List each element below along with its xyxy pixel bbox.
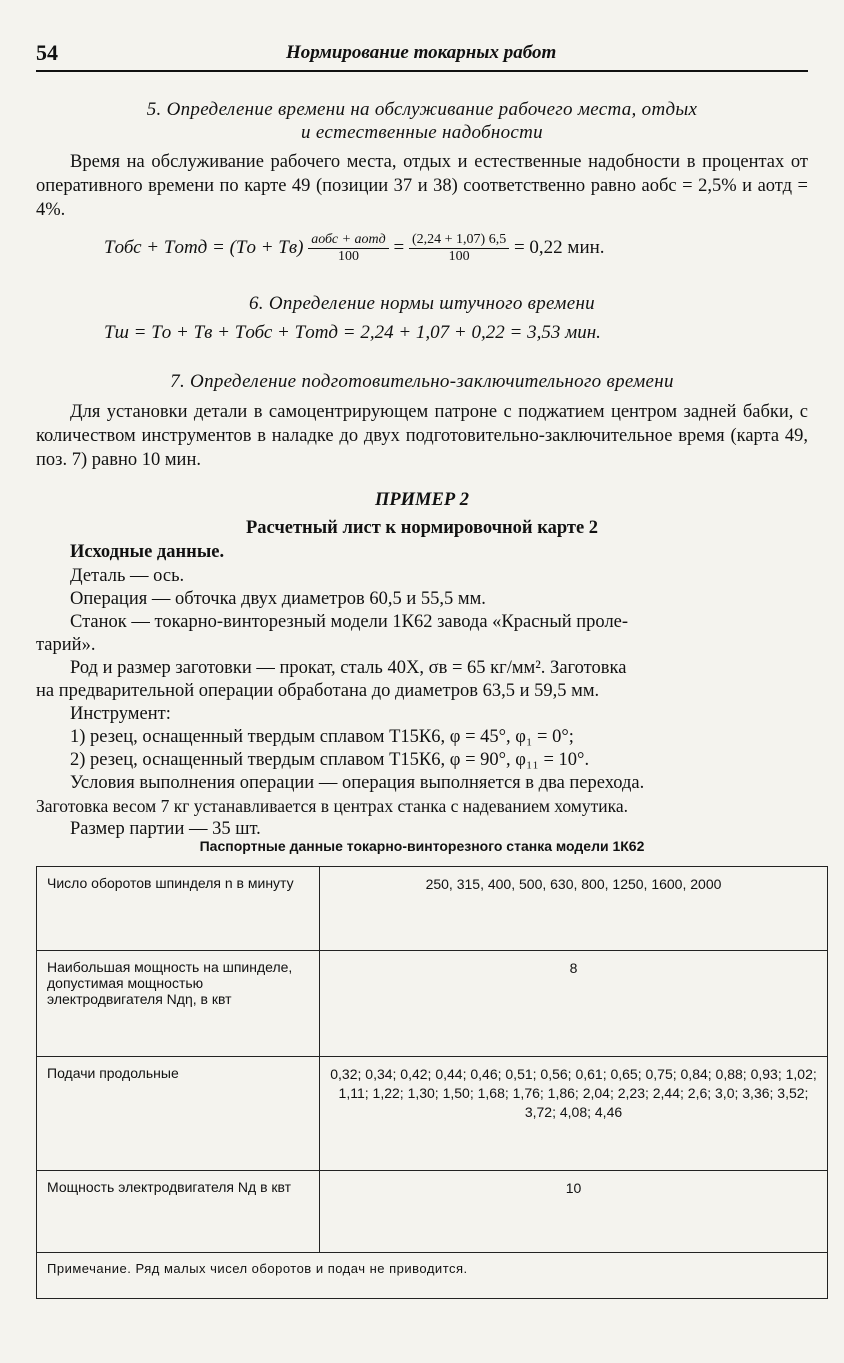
section5-heading-line2: и естественные надобности <box>301 122 543 143</box>
table-row <box>37 1057 828 1171</box>
section5-formula <box>104 232 605 265</box>
row-label: Мощность электродвигателя Nд в квт <box>37 1171 320 1253</box>
formula-left: Tобс + Tотд = (Tо + Tв) <box>104 236 304 258</box>
page-number: 54 <box>36 40 58 65</box>
fraction-1-denominator: 100 <box>337 249 359 264</box>
running-title: Нормирование токарных работ <box>286 42 557 63</box>
detail-line: Деталь — ось. <box>70 566 185 586</box>
conditions-line-1: Условия выполнения операции — операция выполняется в два перехода. <box>70 773 645 793</box>
section5-text: Время на обслуживание рабочего места, отдых и естественные надобности в процентах от оперативного времени по карте 49 (позиции 37 и 38) соответственно равно aобс = 2,5% и aотд = 4%. <box>36 152 808 220</box>
machine-line-1: Станок — токарно-винторезный модели 1К62 завода «Красный проле- <box>70 612 629 632</box>
formula-equals: = <box>393 236 405 258</box>
source-data-label: Исходные данные. <box>70 542 225 562</box>
fraction-2-numerator: (2,24 + 1,07) 6,5 <box>409 232 509 249</box>
passport-table <box>36 866 828 1299</box>
example-subtitle: Расчетный лист к нормировочной карте 2 <box>245 518 599 538</box>
table-caption: Паспортные данные токарно-винторезного станка модели 1К62 <box>199 838 645 854</box>
fraction-1-numerator: aобс + aотд <box>308 232 389 249</box>
section6-formula: Tш = Tо + Tв + Tобс + Tотд = 2,24 + 1,07 + 0,22 = 3,53 мин. <box>104 322 601 343</box>
blank-line-2: на предварительной операции обработана до диаметров 63,5 и 59,5 мм. <box>36 681 600 701</box>
section5-heading-line1: 5. Определение времени на обслуживание рабочего места, отдых <box>146 99 698 120</box>
row-value: 250, 315, 400, 500, 630, 800, 1250, 1600, 2000 <box>320 867 828 951</box>
row-label: Подачи продольные <box>37 1057 320 1171</box>
table-row <box>37 951 828 1057</box>
batch-line: Размер партии — 35 шт. <box>70 819 261 839</box>
row-value: 8 <box>320 951 828 1057</box>
row-value: 0,32; 0,34; 0,42; 0,44; 0,46; 0,51; 0,56; 0,61; 0,65; 0,75; 0,84; 0,88; 0,93; 1,02; 1,11; 1,22; 1,30; 1,50; 1,68; 1,76; 1,86; 2,04; 2,23; 2,44; 2,6; 3,0; 3,36; 3,52; 3,72; 4,08; 4,46 <box>320 1057 828 1171</box>
formula-fraction-2 <box>409 232 509 265</box>
example-title: ПРИМЕР 2 <box>374 490 470 510</box>
fraction-2-denominator: 100 <box>448 249 470 264</box>
table-row <box>37 867 828 951</box>
tool-1: 1) резец, оснащенный твердым сплавом Т15К6, φ = 45°, φ₁ = 0°; <box>70 727 574 747</box>
table-row <box>37 1171 828 1253</box>
row-label: Наибольшая мощность на шпинделе, допустимая мощностью электродвигателя Nдη, в квт <box>37 951 320 1057</box>
section7-text: Для установки детали в самоцентрирующем патроне с поджатием центром задней бабки, с количеством инструментов в наладке до двух подготовительно-заключительное время (карта 49, поз. 7) равно 10 мин. <box>36 402 808 470</box>
machine-line-2: тарий». <box>36 635 96 655</box>
conditions-line-2: Заготовка весом 7 кг устанавливается в центрах станка с надеванием хомутика. <box>36 796 629 816</box>
table-row <box>37 1253 828 1299</box>
formula-result: = 0,22 мин. <box>513 236 605 258</box>
tool-label: Инструмент: <box>70 704 171 724</box>
section7-heading: 7. Определение подготовительно-заключительного времени <box>170 371 674 392</box>
blank-line-1: Род и размер заготовки — прокат, сталь 40Х, σв = 65 кг/мм². Заготовка <box>70 658 627 678</box>
formula-fraction-1 <box>308 232 389 265</box>
section6-heading: 6. Определение нормы штучного времени <box>249 293 595 314</box>
row-label: Число оборотов шпинделя n в минуту <box>37 867 320 951</box>
tool-2: 2) резец, оснащенный твердым сплавом Т15К6, φ = 90°, φ₁₁ = 10°. <box>70 750 590 770</box>
table-note: Примечание. Ряд малых чисел оборотов и подач не приводится. <box>37 1253 828 1299</box>
row-value: 10 <box>320 1171 828 1253</box>
running-header <box>36 40 808 72</box>
operation-line: Операция — обточка двух диаметров 60,5 и 55,5 мм. <box>70 589 486 609</box>
